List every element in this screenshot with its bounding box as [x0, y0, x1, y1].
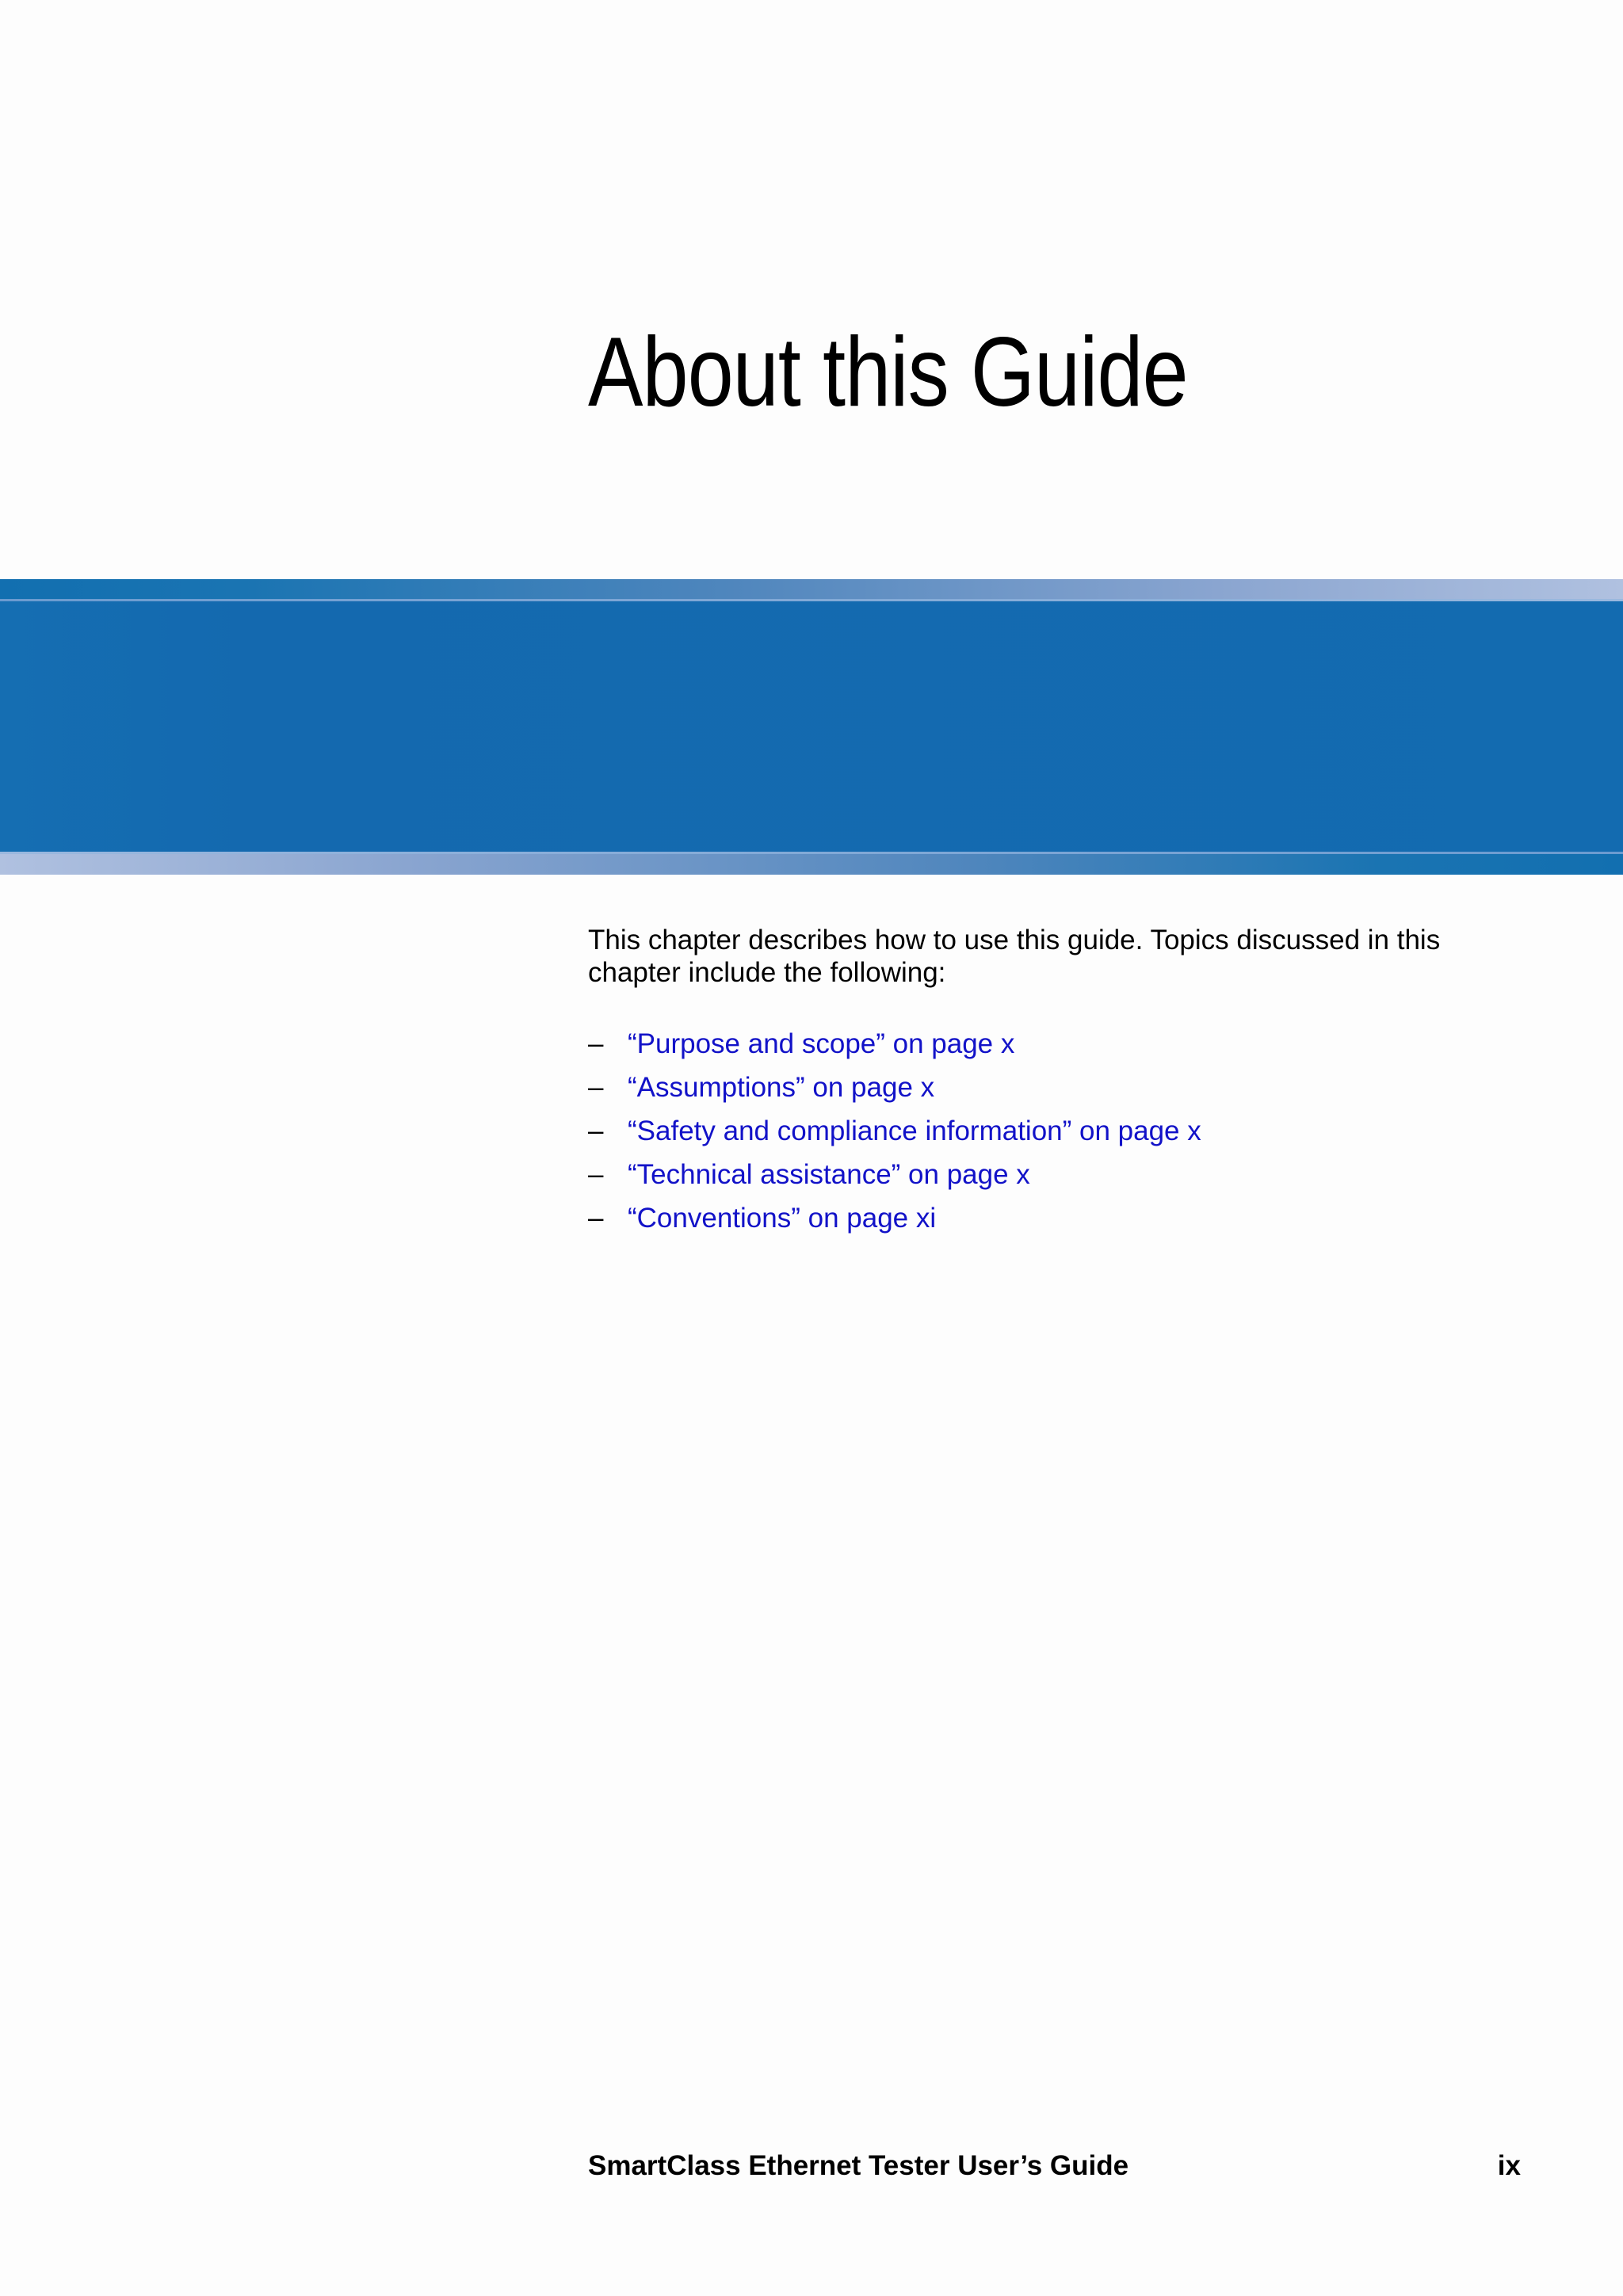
bullet-dash: – [588, 1158, 604, 1190]
banner-band [0, 601, 1623, 852]
list-item [588, 1153, 1201, 1196]
chapter-title: About this Guide [588, 318, 1188, 427]
banner-bottom-stripe [0, 854, 1623, 875]
bullet-dash: – [588, 1115, 604, 1146]
list-item [588, 1066, 1201, 1109]
list-item [588, 1196, 1201, 1240]
bullet-dash: – [588, 1028, 604, 1059]
bullet-dash: – [588, 1071, 604, 1103]
intro-paragraph: This chapter describes how to use this guide. Topics discussed in this chapter include the following: [588, 925, 1441, 988]
list-item [588, 1022, 1201, 1066]
footer-page-number: ix [1497, 2150, 1521, 2181]
link-purpose-and-scope[interactable]: “Purpose and scope” on page x [628, 1028, 1015, 1059]
banner-top-stripe [0, 579, 1623, 599]
topic-list [588, 1022, 1201, 1240]
chapter-banner [0, 579, 1623, 875]
link-assumptions[interactable]: “Assumptions” on page x [628, 1071, 935, 1103]
link-technical-assistance[interactable]: “Technical assistance” on page x [628, 1158, 1030, 1190]
bullet-dash: – [588, 1202, 604, 1234]
list-item [588, 1109, 1201, 1153]
link-conventions[interactable]: “Conventions” on page xi [628, 1202, 937, 1234]
link-safety-and-compliance[interactable]: “Safety and compliance information” on page x [628, 1115, 1201, 1146]
footer-guide-title: SmartClass Ethernet Tester User’s Guide [588, 2150, 1129, 2181]
